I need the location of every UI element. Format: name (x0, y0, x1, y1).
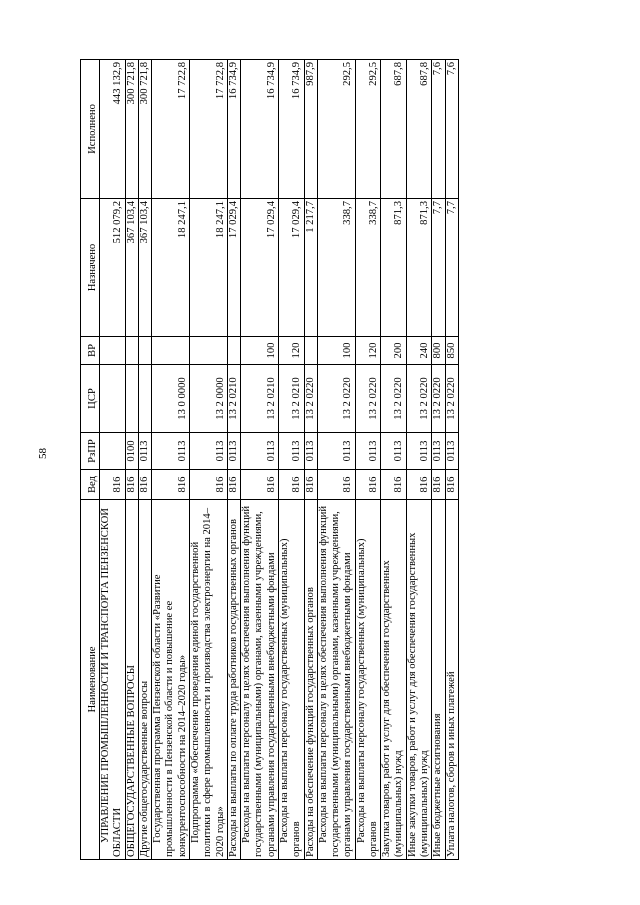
row-isp: 7,6 (432, 60, 445, 199)
row-csr: 13 2 0210 (241, 365, 279, 433)
row-isp: 300 721,8 (138, 60, 151, 199)
row-ved: 816 (241, 470, 279, 500)
row-nazn: 367 103,4 (125, 199, 138, 337)
table-row (432, 60, 445, 860)
row-rzpr: 0113 (406, 433, 432, 470)
row-nazn: 338,7 (355, 199, 381, 337)
table-row (381, 60, 407, 860)
table-header-row (81, 60, 100, 860)
row-name: Расходы на выплаты персоналу в целях обеспечения выполнения функций государственными (муниципальными) органами, казенными учреждениями, органами управления государственными внебюджетными фондами (241, 500, 279, 860)
row-vr (189, 337, 227, 365)
row-rzpr (100, 433, 126, 470)
table-row (406, 60, 432, 860)
row-vr (304, 337, 317, 365)
row-csr: 13 0 0000 (152, 365, 190, 433)
row-name: Расходы на выплаты персоналу государственных (муниципальных) органов (355, 500, 381, 860)
row-name: Подпрограмма «Обеспечение проведения единой государственной политики в сфере промышленности и производства электроэнергии на 2014–2020 годы» (189, 500, 227, 860)
row-name: Иные бюджетные ассигнования (432, 500, 445, 860)
row-name: Другие общегосударственные вопросы (138, 500, 151, 860)
row-rzpr: 0113 (432, 433, 445, 470)
table-row (227, 60, 240, 860)
row-rzpr: 0113 (445, 433, 458, 470)
row-isp: 300 721,8 (125, 60, 138, 199)
row-csr: 13 2 0220 (317, 365, 355, 433)
table-row (241, 60, 279, 860)
row-name: Государственная программа Пензенской области «Развитие промышленности в Пензенской области и повышение ее конкурентоспособности на 2014–2020 годы» (152, 500, 190, 860)
row-isp: 17 722,8 (152, 60, 190, 199)
row-ved: 816 (138, 470, 151, 500)
row-ved: 816 (406, 470, 432, 500)
row-name: Расходы на выплаты персоналу государственных (муниципальных) органов (278, 500, 304, 860)
row-name: Расходы на выплаты по оплате труда работников государственных органов (227, 500, 240, 860)
row-name: ОБЩЕГОСУДАРСТВЕННЫЕ ВОПРОСЫ (125, 500, 138, 860)
header-rzpr: РзПР (81, 433, 100, 470)
row-isp: 292,5 (355, 60, 381, 199)
row-isp: 16 734,9 (227, 60, 240, 199)
row-csr: 13 2 0220 (381, 365, 407, 433)
row-ved: 816 (100, 470, 126, 500)
table-row (152, 60, 190, 860)
row-name: УПРАВЛЕНИЕ ПРОМЫШЛЕННОСТИ И ТРАНСПОРТА ПЕНЗЕНСКОЙ ОБЛАСТИ (100, 500, 126, 860)
row-nazn: 871,3 (406, 199, 432, 337)
row-rzpr: 0113 (317, 433, 355, 470)
row-isp: 16 734,9 (241, 60, 279, 199)
row-isp: 687,8 (381, 60, 407, 199)
row-vr: 800 (432, 337, 445, 365)
row-nazn: 17 029,4 (241, 199, 279, 337)
table-row (304, 60, 317, 860)
row-vr (138, 337, 151, 365)
row-rzpr: 0113 (241, 433, 279, 470)
row-csr: 13 2 0220 (406, 365, 432, 433)
row-ved: 816 (125, 470, 138, 500)
row-vr: 200 (381, 337, 407, 365)
row-rzpr: 0113 (227, 433, 240, 470)
budget-table (80, 59, 459, 860)
row-name: Уплата налогов, сборов и иных платежей (445, 500, 458, 860)
row-csr (100, 365, 126, 433)
row-vr: 100 (241, 337, 279, 365)
row-name: Расходы на выплаты персоналу в целях обеспечения выполнения функций государственными (муниципальными) органами, казенными учреждениями, органами управления государственными внебюджетными фондами (317, 500, 355, 860)
row-rzpr: 0113 (278, 433, 304, 470)
row-nazn: 18 247,1 (152, 199, 190, 337)
row-csr: 13 2 0210 (227, 365, 240, 433)
row-isp: 987,9 (304, 60, 317, 199)
row-ved: 816 (355, 470, 381, 500)
row-vr (100, 337, 126, 365)
row-csr: 13 2 0220 (445, 365, 458, 433)
table-row (125, 60, 138, 860)
row-vr (152, 337, 190, 365)
row-ved: 816 (152, 470, 190, 500)
row-name: Расходы на обеспечение функций государственных органов (304, 500, 317, 860)
row-csr (125, 365, 138, 433)
header-name: Наименование (81, 500, 100, 860)
rotated-table-container (80, 60, 620, 860)
row-rzpr: 0113 (152, 433, 190, 470)
row-rzpr: 0113 (304, 433, 317, 470)
row-nazn: 367 103,4 (138, 199, 151, 337)
row-vr: 100 (317, 337, 355, 365)
row-isp: 687,8 (406, 60, 432, 199)
row-ved: 816 (189, 470, 227, 500)
row-csr: 13 2 0220 (432, 365, 445, 433)
row-nazn: 17 029,4 (278, 199, 304, 337)
row-ved: 816 (432, 470, 445, 500)
row-csr (138, 365, 151, 433)
row-name: Закупка товаров, работ и услуг для обеспечения государственных (муниципальных) нужд (381, 500, 407, 860)
table-row (100, 60, 126, 860)
row-vr: 240 (406, 337, 432, 365)
row-rzpr: 0100 (125, 433, 138, 470)
header-ved: Вед (81, 470, 100, 500)
header-csr: ЦСР (81, 365, 100, 433)
row-ved: 816 (304, 470, 317, 500)
row-isp: 7,6 (445, 60, 458, 199)
row-vr: 850 (445, 337, 458, 365)
table-row (278, 60, 304, 860)
row-nazn: 7,7 (445, 199, 458, 337)
table-row (189, 60, 227, 860)
row-isp: 16 734,9 (278, 60, 304, 199)
row-csr: 13 2 0220 (355, 365, 381, 433)
row-nazn: 18 247,1 (189, 199, 227, 337)
page-number: 58 (37, 448, 49, 459)
row-rzpr: 0113 (355, 433, 381, 470)
header-isp: Исполнено (81, 60, 100, 199)
row-nazn: 17 029,4 (227, 199, 240, 337)
row-nazn: 7,7 (432, 199, 445, 337)
row-rzpr: 0113 (189, 433, 227, 470)
row-rzpr: 0113 (138, 433, 151, 470)
row-name: Иные закупки товаров, работ и услуг для обеспечения государственных (муниципальных) нужд (406, 500, 432, 860)
row-nazn: 871,3 (381, 199, 407, 337)
row-ved: 816 (381, 470, 407, 500)
row-vr (125, 337, 138, 365)
row-vr: 120 (355, 337, 381, 365)
row-ved: 816 (278, 470, 304, 500)
row-ved: 816 (317, 470, 355, 500)
row-csr: 13 2 0210 (278, 365, 304, 433)
row-nazn: 512 079,2 (100, 199, 126, 337)
header-vr: ВР (81, 337, 100, 365)
row-nazn: 1 217,7 (304, 199, 317, 337)
table-row (355, 60, 381, 860)
row-isp: 292,5 (317, 60, 355, 199)
row-csr: 13 2 0000 (189, 365, 227, 433)
table-row (317, 60, 355, 860)
row-ved: 816 (227, 470, 240, 500)
row-isp: 17 722,8 (189, 60, 227, 199)
row-vr: 120 (278, 337, 304, 365)
header-nazn: Назначено (81, 199, 100, 337)
row-csr: 13 2 0220 (304, 365, 317, 433)
row-isp: 443 132,9 (100, 60, 126, 199)
row-rzpr: 0113 (381, 433, 407, 470)
table-row (138, 60, 151, 860)
table-row (445, 60, 458, 860)
row-nazn: 338,7 (317, 199, 355, 337)
row-ved: 816 (445, 470, 458, 500)
row-vr (227, 337, 240, 365)
